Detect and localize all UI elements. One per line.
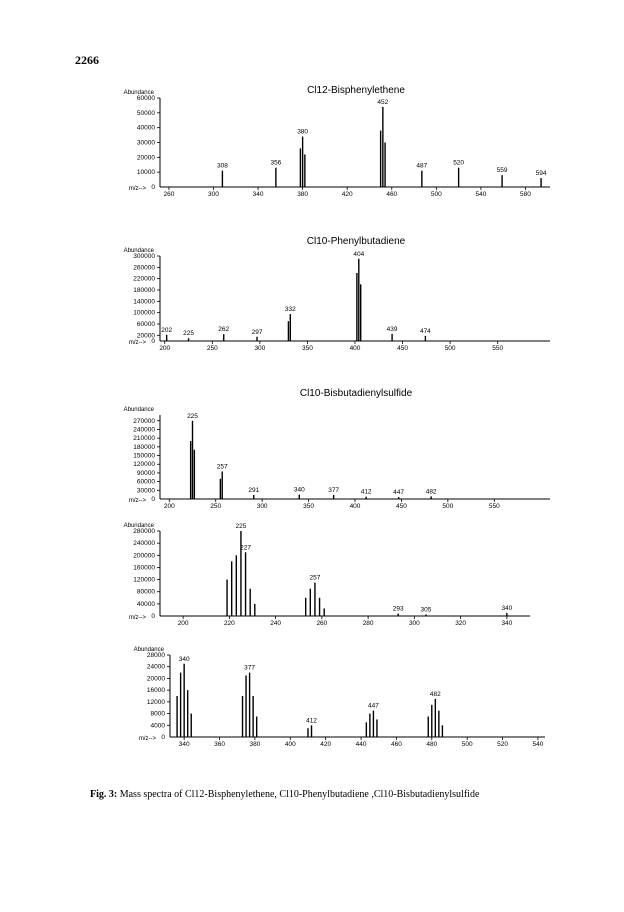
peak-label: 447 [367,702,379,710]
y-tick-label: 60000 [136,95,155,102]
x-tick-label: 340 [501,620,513,627]
peak-label: 225 [235,523,247,530]
peak-label: 332 [284,306,296,314]
x-axis-label: m/z--> [138,736,156,742]
y-tick-label: 28000 [146,652,165,659]
peak-label: 293 [392,605,404,613]
x-tick-label: 200 [163,503,175,510]
y-tick-label: 50000 [136,109,155,117]
y-axis-label: Abundance [123,407,154,413]
y-tick-label: 40000 [136,124,155,132]
y-tick-label: 90000 [136,469,155,477]
peak-label: 447 [393,488,405,496]
peak-label: 594 [535,170,547,178]
y-tick-label: 160000 [133,564,155,572]
peak-label: 559 [496,167,508,175]
peak-label: 439 [386,325,398,333]
y-tick-label: 80000 [136,588,155,596]
y-tick-label: 30000 [136,487,155,495]
peak-label: 487 [416,162,428,170]
x-tick-label: 280 [362,620,374,627]
y-tick-label: 100000 [133,309,155,317]
peak-label: 412 [360,488,372,496]
peak-label: 257 [309,574,321,582]
y-axis-label: Abundance [123,523,154,529]
y-tick-label: 8000 [150,710,165,718]
peak-label: 377 [244,664,256,672]
y-tick-label: 180000 [133,287,155,294]
x-tick-label: 450 [395,503,407,510]
y-tick-label: 0 [151,338,155,345]
x-tick-label: 460 [390,741,402,748]
y-axis-label: Abundance [123,90,154,96]
x-tick-label: 580 [520,191,531,198]
y-tick-label: 120000 [133,461,155,469]
x-tick-label: 340 [178,741,190,748]
y-tick-label: 20000 [136,332,155,340]
peak-label: 404 [353,250,365,258]
y-tick-label: 60000 [136,321,155,328]
peak-label: 305 [420,606,432,614]
x-tick-label: 520 [497,741,508,748]
x-tick-label: 380 [249,741,261,748]
peak-label: 262 [218,326,230,334]
peak-label: 308 [216,162,228,170]
x-tick-label: 300 [208,191,219,198]
x-tick-label: 400 [349,503,361,510]
chart-title: Cl12-Bisphenylethene [307,85,405,96]
chart-title: Cl10-Phenylbutadiene [306,236,406,247]
x-tick-label: 400 [284,741,296,748]
y-tick-label: 270000 [133,417,155,425]
page-number: 2266 [75,53,99,67]
x-tick-label: 320 [455,620,467,627]
x-tick-label: 360 [214,741,225,748]
y-tick-label: 60000 [136,478,155,486]
y-axis-label: Abundance [123,248,154,254]
x-tick-label: 540 [475,191,487,198]
y-tick-label: 0 [151,496,155,503]
x-tick-label: 340 [252,191,264,198]
peak-label: 340 [178,655,190,663]
y-tick-label: 12000 [146,698,165,706]
caption-text: Mass spectra of Cl12-Bisphenylethene, Cl10-Phenylbutadiene ,Cl10-Bisbutadienylsulfide [119,789,480,800]
y-tick-label: 0 [161,734,165,741]
x-tick-label: 220 [223,620,235,627]
x-tick-label: 480 [426,741,438,748]
figure-caption [90,789,610,800]
y-tick-label: 140000 [133,298,155,306]
y-tick-label: 180000 [133,443,155,451]
x-axis-label: m/z--> [128,340,146,346]
y-tick-label: 260000 [133,264,155,272]
x-tick-label: 240 [270,620,282,627]
peak-label: 257 [216,463,228,471]
y-tick-label: 240000 [133,426,155,434]
x-tick-label: 260 [316,620,328,627]
y-axis-label: Abundance [133,647,164,653]
x-tick-label: 300 [256,503,268,510]
x-tick-label: 250 [206,345,218,352]
y-tick-label: 24000 [146,663,165,671]
x-tick-label: 450 [397,345,408,352]
caption-label: Fig. 3: [90,789,118,800]
x-tick-label: 260 [163,191,175,198]
peak-label: 340 [293,486,305,494]
x-tick-label: 500 [461,741,473,748]
x-tick-label: 420 [341,191,353,198]
x-tick-label: 460 [386,191,398,198]
x-tick-label: 380 [297,191,309,198]
peak-label: 412 [306,717,317,725]
x-tick-label: 350 [303,503,315,510]
x-tick-label: 540 [532,741,544,748]
peak-label: 452 [377,98,389,106]
y-tick-label: 10000 [136,169,155,177]
peak-label: 291 [248,486,260,494]
chart-title: Cl10-Bisbutadienylsulfide [299,388,413,399]
peak-label: 225 [187,412,198,420]
y-tick-label: 20000 [136,154,155,162]
x-tick-label: 400 [349,345,361,352]
x-tick-label: 500 [430,191,442,198]
x-axis-label: m/z--> [128,186,146,192]
y-tick-label: 200000 [133,552,155,560]
peak-label: 377 [328,486,340,494]
x-tick-label: 550 [488,503,500,510]
x-tick-label: 200 [159,345,171,352]
peak-label: 482 [429,690,441,698]
y-tick-label: 120000 [133,576,155,584]
peak-label: 474 [419,327,431,335]
y-tick-label: 0 [151,184,155,191]
y-tick-label: 4000 [150,722,165,730]
y-tick-label: 220000 [133,275,155,283]
y-tick-label: 210000 [133,435,155,443]
x-tick-label: 300 [408,620,420,627]
x-tick-label: 200 [177,620,189,627]
peak-label: 202 [161,326,173,334]
x-tick-label: 500 [442,503,454,510]
peak-label: 297 [251,328,263,336]
y-tick-label: 40000 [136,600,155,608]
y-tick-label: 240000 [133,540,155,548]
x-axis-label: m/z--> [128,615,146,621]
y-tick-label: 150000 [133,452,155,460]
x-tick-label: 500 [444,345,456,352]
x-tick-label: 420 [320,741,332,748]
x-axis-label: m/z--> [128,498,146,504]
y-tick-label: 30000 [136,139,155,147]
y-tick-label: 280000 [133,528,155,535]
peak-label: 520 [453,159,465,167]
peak-label: 227 [240,544,251,552]
y-tick-label: 300000 [133,253,155,260]
y-tick-label: 20000 [146,675,165,683]
x-tick-label: 550 [492,345,504,352]
peak-label: 482 [425,488,437,496]
y-tick-label: 0 [151,613,155,620]
peak-label: 340 [501,604,513,612]
x-tick-label: 350 [302,345,313,352]
y-tick-label: 16000 [146,687,165,695]
x-tick-label: 440 [355,741,367,748]
x-tick-label: 300 [254,345,266,352]
peak-label: 380 [297,128,309,136]
x-tick-label: 250 [210,503,222,510]
peak-label: 356 [270,159,282,167]
peak-label: 225 [183,330,194,338]
